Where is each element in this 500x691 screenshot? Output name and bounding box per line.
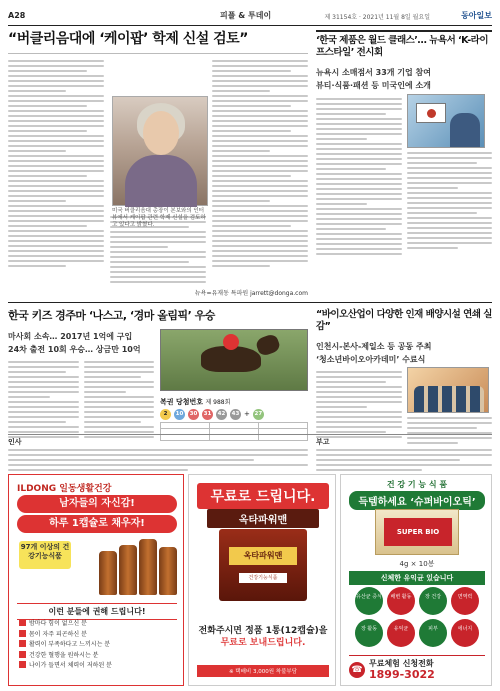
lotto-balls: 2 10 30 31 42 43 + 27	[160, 409, 308, 420]
phone-icon: ☎	[349, 662, 365, 678]
ad-category: 건 강 기 능 식 품	[386, 480, 448, 489]
advertisement-free-sample[interactable]	[188, 474, 336, 686]
lotto-bonus-ball: 27	[253, 409, 264, 420]
middle-section	[8, 302, 492, 432]
ad-subtitle: 신체한 유익균 있습니다	[349, 571, 485, 585]
group-photo	[407, 367, 489, 413]
lotto-ball: 10	[174, 409, 185, 420]
main-byline: 뉴욕=유재동 특파원 jarrett@donga.com	[194, 290, 308, 297]
advertisement-probiotic[interactable]	[340, 474, 492, 686]
horse-subhead: 마사회 소속… 2017년 1억에 구입	[8, 332, 133, 341]
free-trial-number[interactable]: 1899-3022	[369, 668, 435, 681]
right-headline: ‘한국 제품은 월드 클래스’… 뉴욕서 ‘K-라이프스타일’ 전시회	[316, 35, 488, 58]
portrait-photo	[112, 96, 208, 206]
lotto-title: 복권 당첨번호	[160, 398, 204, 406]
page-header	[8, 8, 492, 26]
check-icon	[19, 619, 26, 626]
horse-headline: 한국 키즈 경주마 ‘나스고, ‘경마 올림픽’ 우승	[8, 309, 215, 322]
event-photo	[407, 94, 485, 148]
ad-footnote: ※ 택배비 3,000원 착불부담	[197, 665, 329, 677]
ad-product-name: 옥타파워맨	[207, 509, 319, 528]
bio-headline: “바이오산업이 다양한 인재 배양시설 연쇄 실감”	[316, 309, 492, 332]
page-number: A28	[8, 11, 26, 20]
ad-feature-circles	[349, 587, 485, 647]
list-item: 건강한 혈행을 원하시는 분	[19, 651, 179, 662]
ad-benefit-list	[19, 619, 179, 672]
issue-date: 제 31154호 · 2021년 11월 8일 월요일	[324, 14, 430, 21]
check-icon	[19, 630, 26, 637]
lotto-ball: 43	[230, 409, 241, 420]
horse-photo	[160, 329, 308, 391]
feature-badge: 장 건강	[419, 587, 447, 615]
check-icon	[19, 651, 26, 658]
ad-call-text: 전화주시면 정품 1통(12캡슐)을 무료로 보내드립니다.	[198, 626, 328, 648]
text-column	[212, 60, 308, 286]
feature-badge: 유산균 증식	[355, 587, 383, 615]
main-headline: “버클리음대에 ‘케이팝’ 학제 신설 검토”	[8, 30, 308, 54]
section-title: 피플 & 투데이	[220, 11, 272, 20]
horse-subhead-2: 24차 출전 10회 우승… 상금만 10억	[8, 345, 141, 354]
right-subhead-2: 뷰티·식품·패션 등 미국인에 소개	[316, 81, 431, 90]
product-pack-image: SUPER BIO	[375, 509, 459, 555]
ad-probiotic-title: 득템하세요 ‘슈퍼바이오틱’	[349, 491, 485, 510]
feature-badge: 유익균	[387, 619, 415, 647]
advertisement-ildong[interactable]	[8, 474, 184, 686]
feature-badge: 배변 활동	[387, 587, 415, 615]
free-trial-label: 무료체험 신청전화	[369, 659, 434, 668]
check-icon	[19, 640, 26, 647]
lotto-round: 제 988회	[205, 399, 231, 406]
ad-badge: 97개 이상의 건강기능식품	[19, 541, 71, 569]
feature-badge: 면역력	[451, 587, 479, 615]
ad-tagline-2: 하루 1캡슐로 채우자!	[17, 515, 177, 533]
bio-article	[316, 309, 492, 431]
bio-subhead: 인천시-본사-제일소 등 공동 주최	[316, 342, 432, 351]
paper-logo: 동아일보	[461, 11, 492, 20]
ad-quantity: 4g × 10봉	[399, 560, 435, 568]
lotto-ball: 30	[188, 409, 199, 420]
lotto-ball: 2	[160, 409, 171, 420]
info-title-left: 인사	[8, 438, 22, 446]
list-item: 밤마다 힘이 없으신 분	[19, 619, 179, 630]
list-item: 활력이 부족하다고 느끼시는 분	[19, 640, 179, 651]
bio-subhead-2: ‘청소년바이오아카데미’ 수료식	[316, 355, 426, 364]
list-item: 나이가 들면서 체력이 저하된 분	[19, 661, 179, 672]
lotto-ball: 31	[202, 409, 213, 420]
free-trial-phone[interactable]	[349, 655, 485, 681]
feature-badge: 에너지	[451, 619, 479, 647]
ad-list-title: 이런 분들에 권해 드립니다!	[17, 603, 177, 620]
ad-brand-logo: ILDONG 일동생활건강	[17, 484, 112, 494]
lotto-ball: 42	[216, 409, 227, 420]
ad-free-title: 무료로 드립니다.	[197, 483, 329, 509]
right-subhead: 뉴욕시 소매점서 33개 기업 참여	[316, 68, 432, 77]
horse-article	[8, 309, 308, 431]
feature-badge: 장 활동	[355, 619, 383, 647]
product-bottles-image	[99, 537, 177, 595]
photo-caption: 미국 버클리음대 총장이 본보와의 인터뷰에서 케이팝 관련 학제 신설을 검토하고 있다고 밝혔다.	[112, 208, 206, 228]
info-row	[8, 434, 492, 470]
main-article	[8, 30, 308, 300]
text-column	[8, 60, 104, 286]
right-article	[316, 30, 492, 300]
list-item: 몸이 자주 피곤하신 분	[19, 630, 179, 641]
product-box-image: 옥타파워맨 건강기능식품	[219, 529, 307, 601]
check-icon	[19, 661, 26, 668]
info-title-right: 부고	[316, 438, 330, 446]
ad-tagline-1: 남자들의 자신감!	[17, 495, 177, 513]
feature-badge: 피부	[419, 619, 447, 647]
